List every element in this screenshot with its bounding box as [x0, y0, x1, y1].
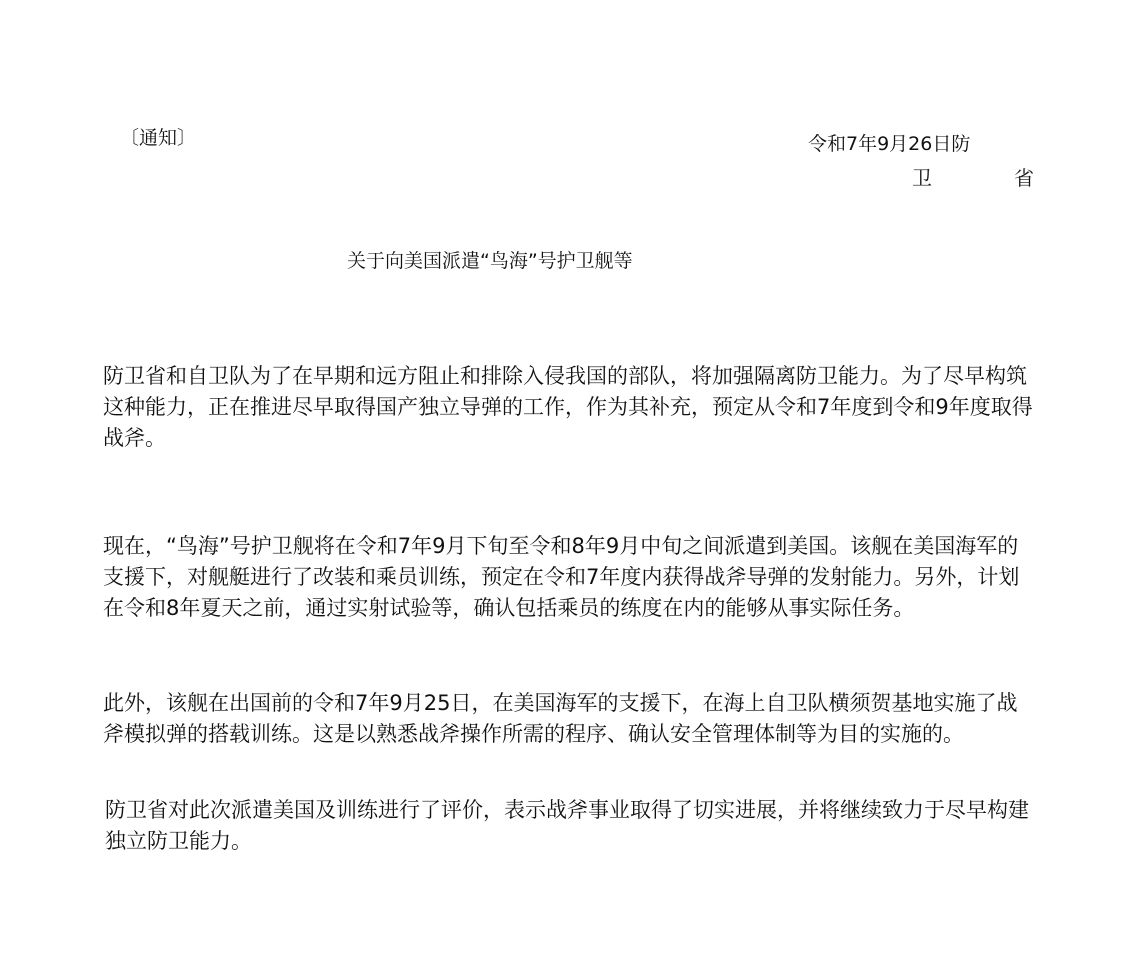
notice-label: 〔通知〕: [120, 127, 197, 149]
issue-date: 令和7年9月26日防: [808, 133, 971, 155]
body-paragraph-4: 防卫省对此次派遣美国及训练进行了评价，表示战斧事业取得了切实进展，并将继续致力于尽早构建独立防卫能力。: [105, 798, 1029, 853]
document-title: 关于向美国派遣“鸟海”号护卫舰等: [347, 250, 633, 272]
body-paragraph-3: 此外，该舰在出国前的令和7年9月25日，在美国海军的支援下，在海上自卫队横须贺基地实施了战斧模拟弹的搭载训练。这是以熟悉战斧操作所需的程序、确认安全管理体制等为目的实施的。: [103, 691, 1018, 746]
ministry-char-1: 卫: [912, 166, 932, 190]
ministry-char-2: 省: [1014, 166, 1034, 190]
issuing-ministry: [912, 165, 1034, 191]
body-paragraph-1: 防卫省和自卫队为了在早期和远方阻止和排除入侵我国的部队，将加强隔离防卫能力。为了尽早构筑这种能力，正在推进尽早取得国产独立导弹的工作，作为其补充，预定从令和7年度到令和9年度取得战斧。: [103, 364, 1033, 450]
body-paragraph-2: 现在，“鸟海”号护卫舰将在令和7年9月下旬至令和8年9月中旬之间派遣到美国。该舰在美国海军的支援下，对舰艇进行了改装和乘员训练，预定在令和7年度内获得战斧导弹的发射能力。另外，计划在令和8年夏天之前，通过实射试验等，确认包括乘员的练度在内的能够从事实际任务。: [103, 534, 1020, 620]
